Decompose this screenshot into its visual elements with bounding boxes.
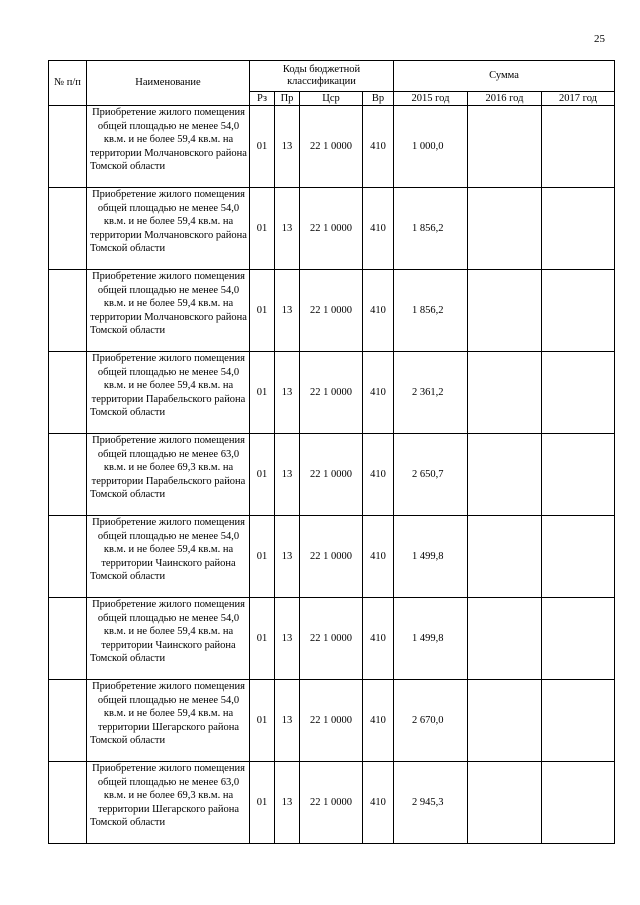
cell-num (49, 762, 87, 844)
cell-2015: 2 945,3 (394, 762, 468, 844)
cell-2015: 1 000,0 (394, 106, 468, 188)
header-num: № п/п (49, 61, 87, 106)
cell-vr: 410 (363, 188, 394, 270)
cell-rz: 01 (250, 516, 275, 598)
table-row (49, 270, 615, 352)
cell-vr: 410 (363, 352, 394, 434)
cell-2016 (468, 516, 542, 598)
cell-pr: 13 (275, 434, 300, 516)
cell-2015: 1 499,8 (394, 516, 468, 598)
cell-name: Приобретение жилого помещения общей площадью не менее 54,0 кв.м. и не более 59,4 кв.м. на территории Молчановского района Томской области (87, 106, 250, 188)
table-row (49, 516, 615, 598)
cell-rz: 01 (250, 352, 275, 434)
cell-name: Приобретение жилого помещения общей площадью не менее 54,0 кв.м. и не более 59,4 кв.м. на территории Молчановского района Томской области (87, 270, 250, 352)
table-row (49, 352, 615, 434)
cell-rz: 01 (250, 270, 275, 352)
cell-num (49, 188, 87, 270)
cell-pr: 13 (275, 106, 300, 188)
cell-csr: 22 1 0000 (300, 352, 363, 434)
header-2017: 2017 год (542, 92, 615, 106)
cell-num (49, 680, 87, 762)
header-vr: Вр (363, 92, 394, 106)
cell-2016 (468, 434, 542, 516)
cell-vr: 410 (363, 762, 394, 844)
header-codes-group: Коды бюджетной классификации (250, 61, 394, 92)
cell-2015: 1 499,8 (394, 598, 468, 680)
cell-pr: 13 (275, 352, 300, 434)
cell-pr: 13 (275, 762, 300, 844)
cell-name: Приобретение жилого помещения общей площадью не менее 54,0 кв.м. и не более 59,4 кв.м. на территории Шегарского района Томской области (87, 680, 250, 762)
header-name: Наименование (87, 61, 250, 106)
cell-csr: 22 1 0000 (300, 680, 363, 762)
cell-csr: 22 1 0000 (300, 762, 363, 844)
cell-2017 (542, 270, 615, 352)
table-row (49, 762, 615, 844)
page-number: 25 (594, 33, 605, 45)
cell-2017 (542, 434, 615, 516)
cell-num (49, 516, 87, 598)
cell-num (49, 598, 87, 680)
header-2015: 2015 год (394, 92, 468, 106)
cell-vr: 410 (363, 680, 394, 762)
header-2016: 2016 год (468, 92, 542, 106)
cell-csr: 22 1 0000 (300, 516, 363, 598)
cell-2017 (542, 352, 615, 434)
cell-2017 (542, 762, 615, 844)
table-row (49, 598, 615, 680)
cell-vr: 410 (363, 516, 394, 598)
cell-name: Приобретение жилого помещения общей площадью не менее 54,0 кв.м. и не более 59,4 кв.м. на территории Чаинского района Томской области (87, 598, 250, 680)
cell-2016 (468, 762, 542, 844)
cell-name: Приобретение жилого помещения общей площадью не менее 63,0 кв.м. и не более 69,3 кв.м. на территории Парабельского района Томской области (87, 434, 250, 516)
header-rz: Рз (250, 92, 275, 106)
cell-name: Приобретение жилого помещения общей площадью не менее 54,0 кв.м. и не более 59,4 кв.м. на территории Парабельского района Томской области (87, 352, 250, 434)
cell-rz: 01 (250, 598, 275, 680)
cell-name: Приобретение жилого помещения общей площадью не менее 63,0 кв.м. и не более 69,3 кв.м. на территории Шегарского района Томской области (87, 762, 250, 844)
cell-2017 (542, 680, 615, 762)
cell-rz: 01 (250, 106, 275, 188)
cell-csr: 22 1 0000 (300, 270, 363, 352)
cell-pr: 13 (275, 598, 300, 680)
table-body (49, 106, 615, 844)
table-row (49, 434, 615, 516)
cell-2016 (468, 598, 542, 680)
cell-2015: 1 856,2 (394, 270, 468, 352)
cell-pr: 13 (275, 188, 300, 270)
cell-num (49, 352, 87, 434)
cell-num (49, 434, 87, 516)
cell-vr: 410 (363, 270, 394, 352)
cell-name: Приобретение жилого помещения общей площадью не менее 54,0 кв.м. и не более 59,4 кв.м. на территории Чаинского района Томской области (87, 516, 250, 598)
cell-num (49, 106, 87, 188)
cell-2016 (468, 680, 542, 762)
table-row (49, 680, 615, 762)
cell-pr: 13 (275, 270, 300, 352)
cell-csr: 22 1 0000 (300, 106, 363, 188)
header-csr: Цср (300, 92, 363, 106)
cell-csr: 22 1 0000 (300, 188, 363, 270)
cell-vr: 410 (363, 434, 394, 516)
table-row (49, 106, 615, 188)
cell-csr: 22 1 0000 (300, 434, 363, 516)
cell-2016 (468, 106, 542, 188)
cell-pr: 13 (275, 680, 300, 762)
cell-2015: 2 361,2 (394, 352, 468, 434)
header-pr: Пр (275, 92, 300, 106)
cell-pr: 13 (275, 516, 300, 598)
cell-2017 (542, 188, 615, 270)
cell-vr: 410 (363, 598, 394, 680)
cell-2016 (468, 352, 542, 434)
table-row (49, 188, 615, 270)
cell-rz: 01 (250, 188, 275, 270)
budget-table (48, 60, 615, 844)
cell-2015: 2 650,7 (394, 434, 468, 516)
cell-2017 (542, 598, 615, 680)
cell-2017 (542, 106, 615, 188)
cell-rz: 01 (250, 762, 275, 844)
cell-2015: 2 670,0 (394, 680, 468, 762)
cell-rz: 01 (250, 680, 275, 762)
cell-2016 (468, 270, 542, 352)
cell-name: Приобретение жилого помещения общей площадью не менее 54,0 кв.м. и не более 59,4 кв.м. на территории Молчановского района Томской области (87, 188, 250, 270)
cell-2017 (542, 516, 615, 598)
header-sum-group: Сумма (394, 61, 615, 92)
cell-rz: 01 (250, 434, 275, 516)
cell-num (49, 270, 87, 352)
cell-csr: 22 1 0000 (300, 598, 363, 680)
cell-2015: 1 856,2 (394, 188, 468, 270)
cell-2016 (468, 188, 542, 270)
cell-vr: 410 (363, 106, 394, 188)
